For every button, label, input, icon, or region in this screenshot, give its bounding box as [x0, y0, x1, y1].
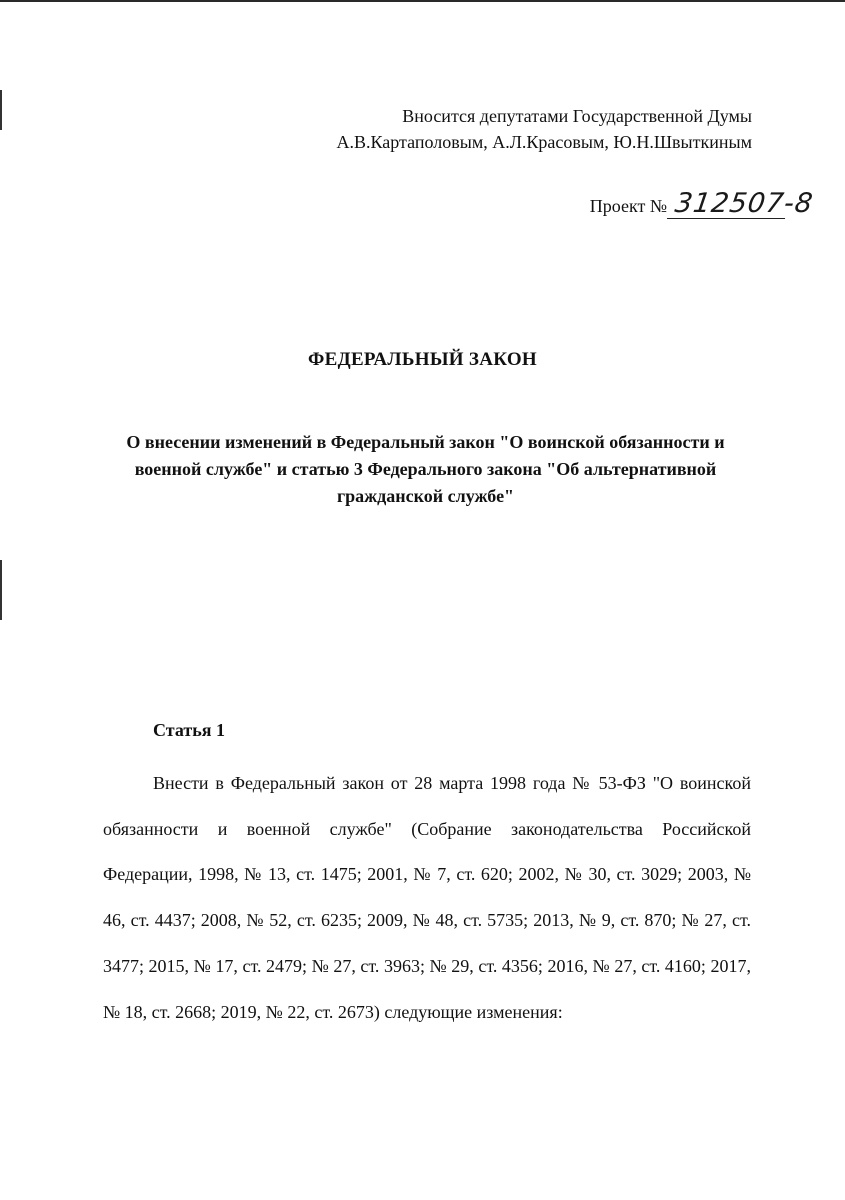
- law-type-heading: ФЕДЕРАЛЬНЫЙ ЗАКОН: [307, 349, 538, 370]
- law-title: О внесении изменений в Федеральный закон "О воинской обязанности и военной службе" и статью 3 Федерального закона "Об альтернативной гражданской службе": [126, 432, 725, 506]
- submitted-by-block: [336, 103, 752, 155]
- project-number-field: [589, 188, 816, 219]
- submitted-by-names: А.В.Картаполовым, А.Л.Красовым, Ю.Н.Швыткиным: [336, 132, 752, 152]
- article-paragraph: Внести в Федеральный закон от 28 марта 1998 года № 53-ФЗ "О воинской обязанности и военной службе" (Собрание законодательства Российской Федерации, 1998, № 13, ст. 1475; 2001, № 7, ст. 620; 2002, № 30, ст. 3029; 2003, № 46, ст. 4437; 2008, № 52, ст. 6235; 2009, № 48, ст. 5735; 2013, № 9, ст. 870; № 27, ст. 3477; 2015, № 17, ст. 2479; № 27, ст. 3963; № 29, ст. 4356; 2016, № 27, ст. 4160; 2017, № 18, ст. 2668; 2019, № 22, ст. 2673) следующие изменения:: [103, 773, 751, 1022]
- article-heading: Статья 1: [153, 720, 225, 740]
- project-label: Проект №: [589, 196, 667, 216]
- project-number-handwritten: 312507-8: [667, 190, 789, 219]
- scan-border-left-mark: [0, 90, 2, 130]
- scan-border-left-mark: [0, 560, 2, 620]
- scan-border-top: [0, 0, 845, 2]
- submitted-by-line: Вносится депутатами Государственной Думы: [402, 106, 752, 126]
